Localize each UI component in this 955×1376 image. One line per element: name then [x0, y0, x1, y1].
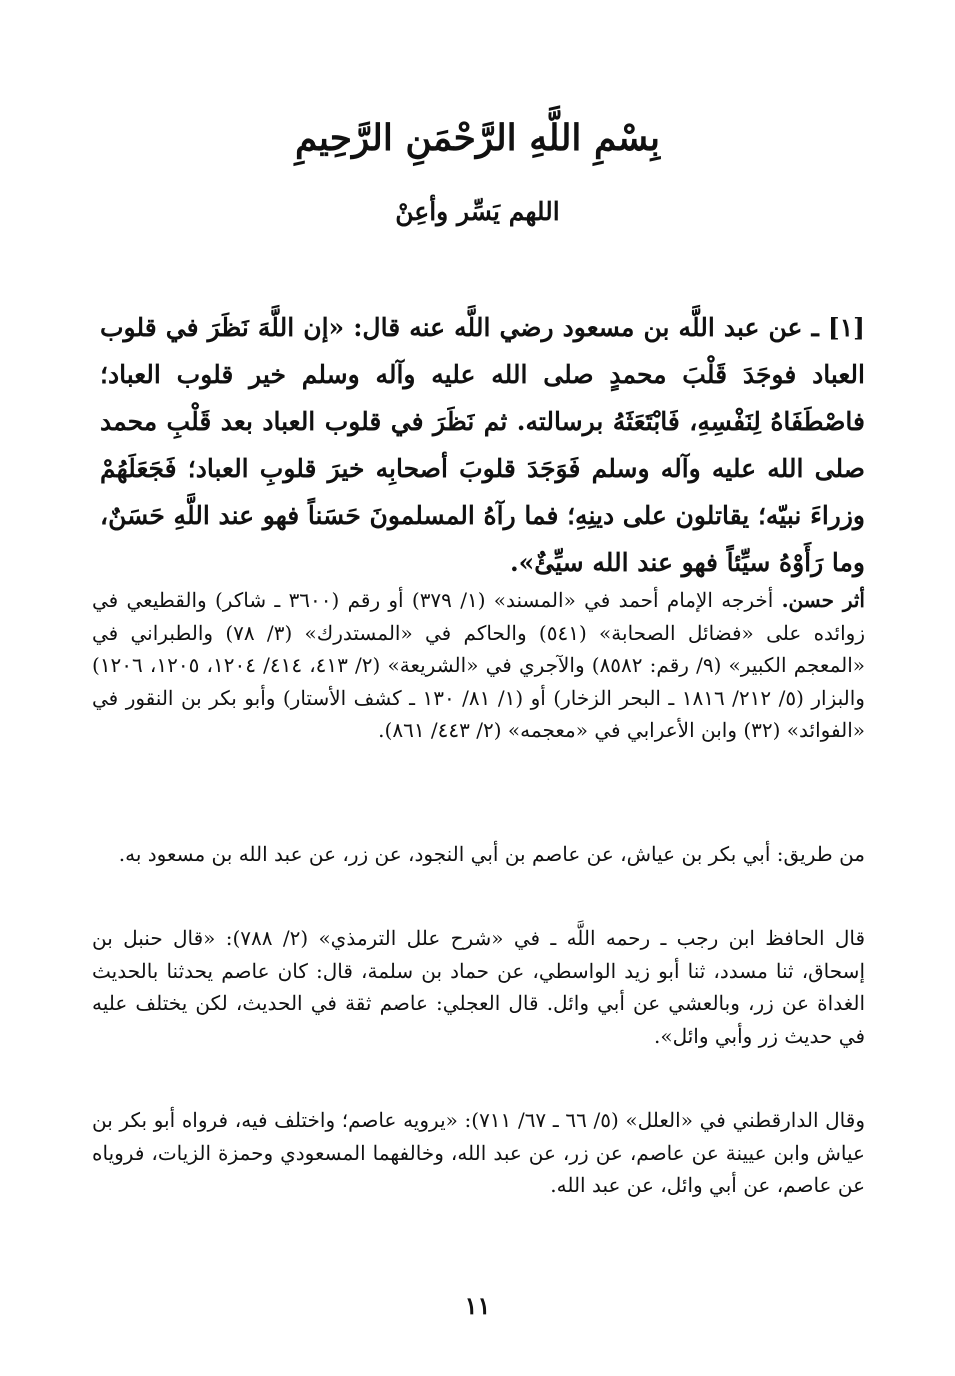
page-number: ١١ — [464, 1291, 491, 1320]
basmala-heading: بِسْمِ اللَّهِ الرَّحْمَنِ الرَّحِيمِ — [294, 117, 661, 159]
daraqutni-paragraph: وقال الدارقطني في «العلل» (٥/ ٦٦ ـ ٦٧/ ٧١١): «يرويه عاصم؛ واختلف فيه، فرواه أبو بكر بن عياش وابن عيينة عن عاصم، عن زر، عن عبد الله، وخالفهما المسعودي وحمزة الزيات، فروياه عن عاصم، عن أبي وائل، عن عبد الله. — [92, 1108, 865, 1197]
takhrij-text: أخرجه الإمام أحمد في «المسند» (١/ ٣٧٩) أو رقم (٣٦٠٠ ـ شاكر) والقطيعي في زوائده على «فضائل الصحابة» (٥٤١) والحاكم في «المستدرك» (٣/ ٧٨) والطبراني في «المعجم الكبير» (٩/ رقم: ٨٥٨٢) والآجري في «الشريعة» (٢/ ٤١٣، ٤١٤/ ١٢٠٤، ١٢٠٥، ١٢٠٦) والبزار (٥/ ٢١٢/ ١٨١٦ ـ البحر الزخار) أو (١/ ٨١/ ١٣٠ ـ كشف الأستار) وأبو بكر بن النقور في «الفوائد» (٣٢) وابن الأعرابي في «معجمه» (٢/ ٤٤٣/ ٨٦١). — [92, 588, 866, 742]
takhrij-paragraph — [92, 584, 865, 747]
dua-heading: اللهم يَسِّر وأعِنْ — [395, 197, 560, 226]
grade-label: أثر حسن. — [781, 588, 865, 612]
chain-paragraph: من طريق: أبي بكر بن عياش، عن عاصم بن أبي النجود، عن زر، عن عبد الله بن مسعود به. — [118, 842, 865, 866]
ibn-rajab-paragraph: قال الحافظ ابن رجب ـ رحمه اللَّه ـ في «شرح علل الترمذي» (٢/ ٧٨٨): «قال حنبل بن إسحاق، ثنا مسدد، ثنا أبو زيد الواسطي، عن حماد بن سلمة، قال: كان عاصم يحدثنا بالحديث الغداة عن زر، وبالعشي عن أبي وائل. قال العجلي: عاصم ثقة في الحديث، لكن يختلف عليه في حديث زر وأبي وائل». — [92, 926, 865, 1048]
hadith-text: [١] ـ عن عبد اللَّه بن مسعود رضي اللَّه عنه قال: «إن اللَّهَ نَظَرَ في قلوب العباد فوجَدَ قَلْبَ محمدٍ صلى الله عليه وآله وسلم خير قلوب العباد؛ فاصْطَفَاهُ لِنَفْسِهِ، فَابْتَعَثَهُ برسالته. ثم نَظَرَ في قلوب العباد بعد قَلْبِ محمد صلى الله عليه وآله وسلم فَوَجَدَ قلوبَ أصحابِه خيرَ قلوبِ العباد؛ فَجَعَلَهُمْ وزراءَ نبيّه؛ يقاتلون على دينِهِ؛ فما رآهُ المسلمونَ حَسَناً فهو عند اللَّهِ حَسَنٌ، وما رَأَوْهُ سيِّئاً فهو عند الله سيِّئٌ». — [100, 313, 866, 577]
